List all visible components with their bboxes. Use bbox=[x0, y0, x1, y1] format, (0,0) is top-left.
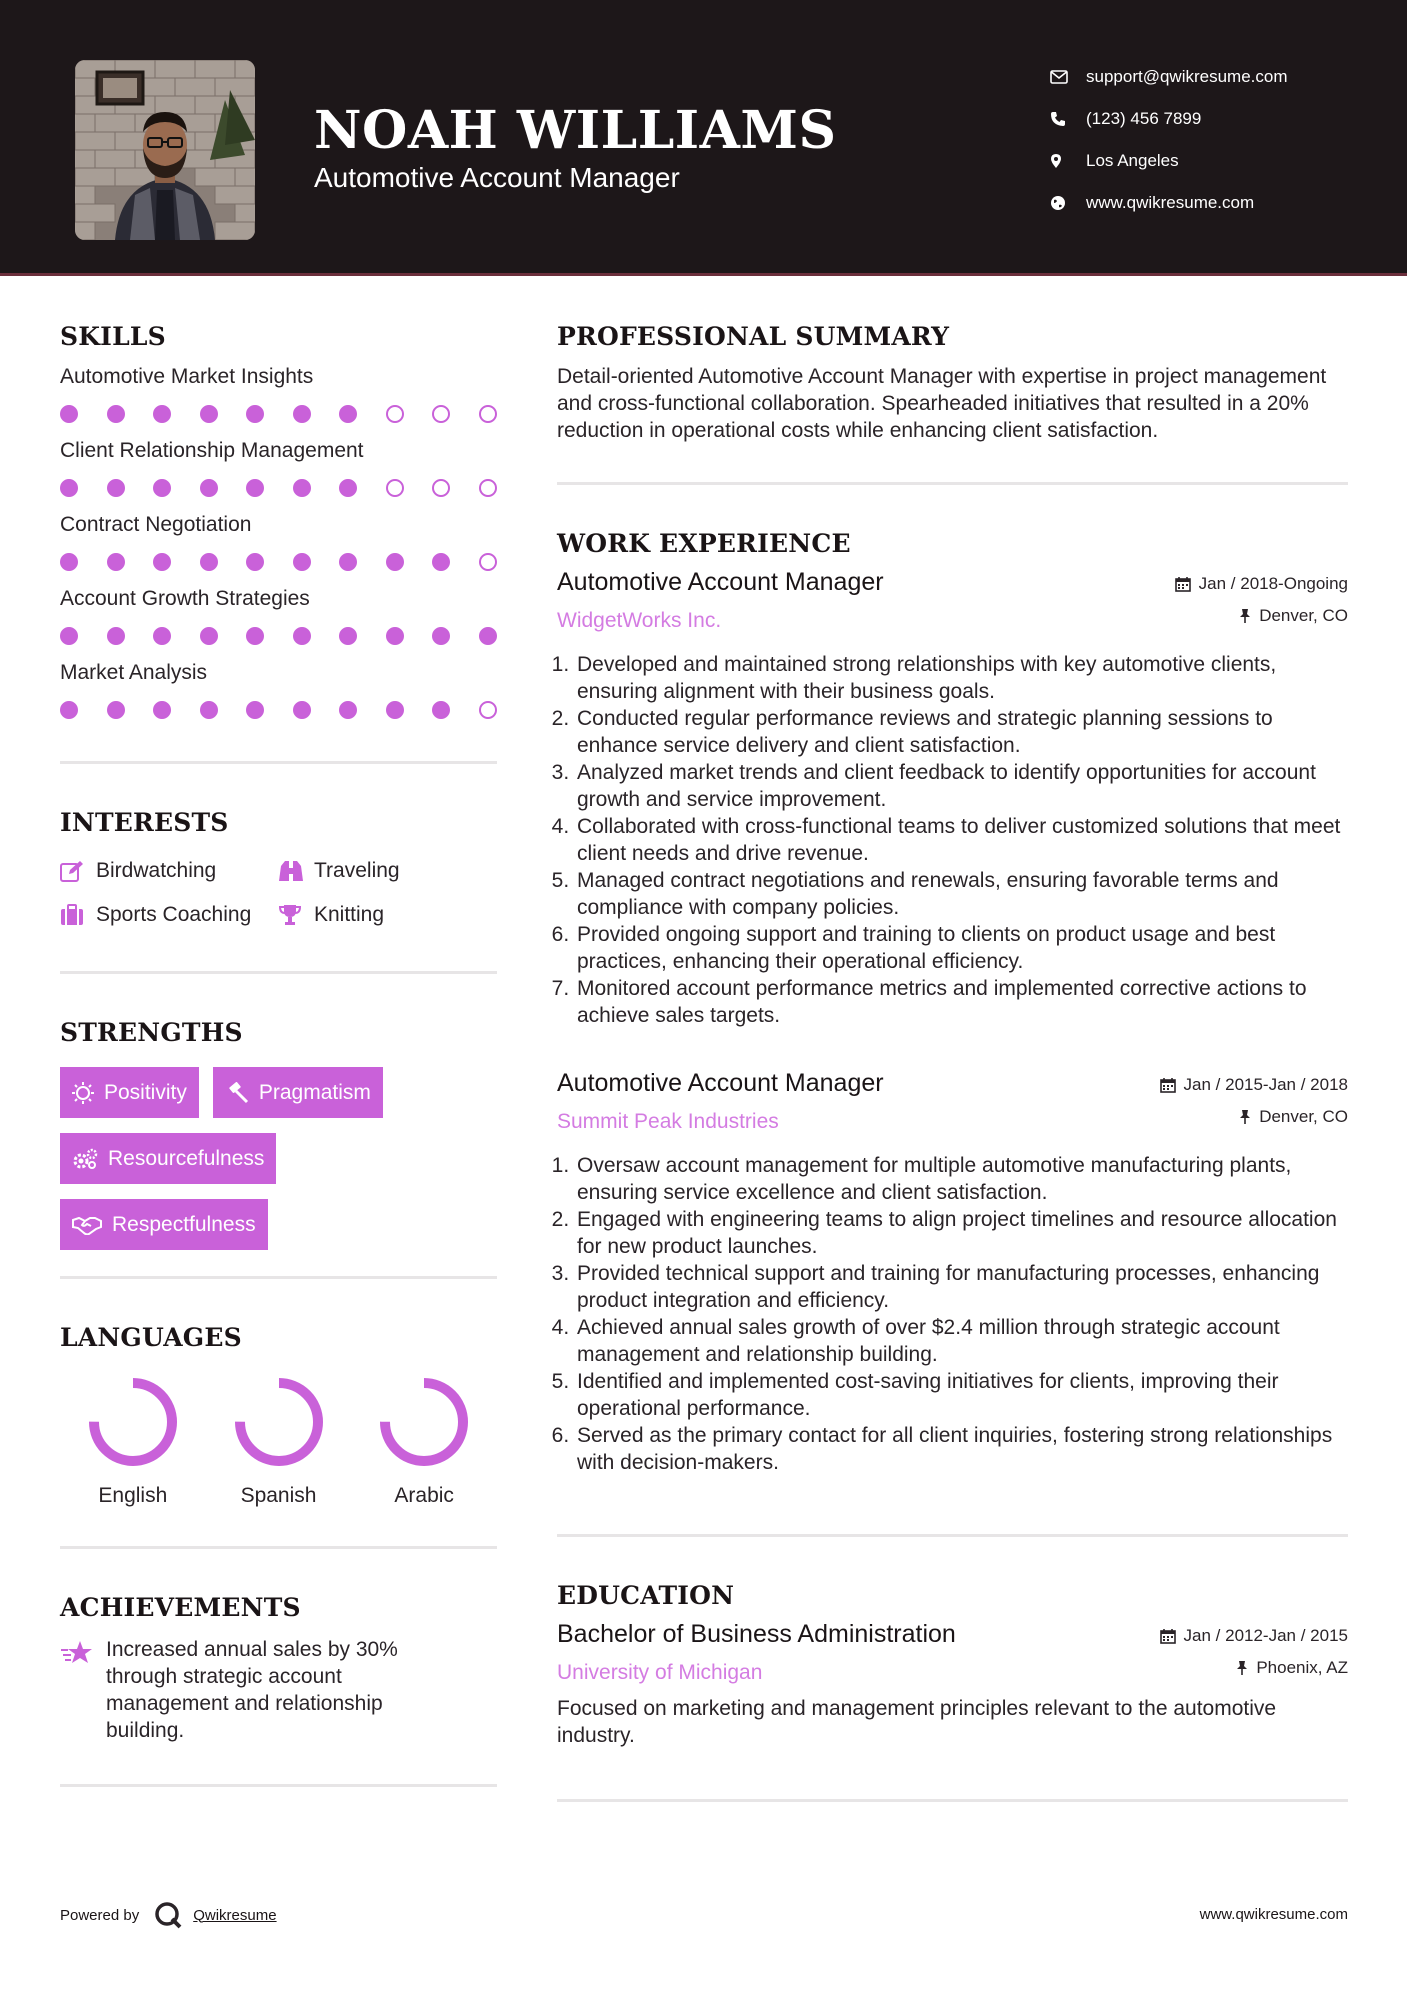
strengths-title: STRENGTHS bbox=[60, 1018, 243, 1047]
rating-dot-filled bbox=[107, 479, 125, 497]
language-name: Arabic bbox=[394, 1484, 454, 1507]
rating-dot-filled bbox=[153, 479, 171, 497]
strength-label: Positivity bbox=[104, 1080, 187, 1104]
skill-rating bbox=[60, 403, 497, 425]
left-column bbox=[60, 322, 497, 1787]
rating-dot-filled bbox=[339, 553, 357, 571]
contact-list bbox=[1050, 56, 1288, 224]
skill-item bbox=[60, 439, 497, 499]
rating-dot-filled bbox=[107, 701, 125, 719]
star-icon bbox=[60, 1636, 106, 1744]
interests-section bbox=[60, 808, 497, 929]
section-divider bbox=[60, 1276, 497, 1279]
section-divider bbox=[60, 971, 497, 974]
interest-label: Sports Coaching bbox=[96, 903, 252, 926]
rating-dot-filled bbox=[386, 627, 404, 645]
education-degree: Bachelor of Business Administration bbox=[557, 1620, 956, 1648]
handshake-icon bbox=[72, 1215, 102, 1235]
rating-dot-filled bbox=[339, 405, 357, 423]
education-entry bbox=[557, 1620, 1348, 1749]
rating-dot-filled bbox=[153, 405, 171, 423]
rating-dot-filled bbox=[200, 405, 218, 423]
strength-tag bbox=[60, 1067, 199, 1118]
job-company: Summit Peak Industries bbox=[557, 1110, 779, 1133]
job-bullet: 2. Conducted regular performance reviews and strategic planning sessions to enhance service delivery and client satisfaction. bbox=[575, 705, 1348, 759]
section-divider bbox=[60, 761, 497, 764]
rating-dot-filled bbox=[432, 627, 450, 645]
rating-dot-filled bbox=[432, 701, 450, 719]
job-location-text: Denver, CO bbox=[1259, 606, 1348, 625]
rating-dot-filled bbox=[60, 479, 78, 497]
candidate-name: NOAH WILLIAMS bbox=[314, 100, 837, 161]
skill-name: Market Analysis bbox=[60, 661, 208, 684]
rating-dot-filled bbox=[432, 553, 450, 571]
rating-dot-filled bbox=[339, 701, 357, 719]
job-bullet: 4. Achieved annual sales growth of over $2.4 million through strategic account management and relationship building. bbox=[575, 1314, 1348, 1368]
resume-header bbox=[0, 0, 1407, 276]
achievement-text: Increased annual sales by 30% through strategic account management and relationship building. bbox=[106, 1638, 398, 1742]
section-divider bbox=[557, 1799, 1348, 1802]
job-role: Automotive Account Manager bbox=[557, 1069, 884, 1097]
skills-list bbox=[60, 365, 497, 721]
contact-location bbox=[1050, 140, 1288, 182]
skill-rating bbox=[60, 477, 497, 499]
strengths-list bbox=[60, 1067, 497, 1250]
rating-dot-filled bbox=[386, 701, 404, 719]
skills-title: SKILLS bbox=[60, 322, 166, 351]
job-location-text: Denver, CO bbox=[1259, 1107, 1348, 1126]
qwikresume-logo-icon bbox=[153, 1900, 183, 1930]
rating-dot-filled bbox=[107, 553, 125, 571]
interest-label: Knitting bbox=[314, 903, 385, 926]
job-company: WidgetWorks Inc. bbox=[557, 609, 722, 632]
experience-title: WORK EXPERIENCE bbox=[557, 529, 851, 558]
footer-url[interactable]: www.qwikresume.com bbox=[1199, 1906, 1348, 1923]
contact-phone-text: (123) 456 7899 bbox=[1086, 109, 1202, 128]
job-bullets bbox=[557, 651, 1348, 1029]
rating-dot-filled bbox=[293, 701, 311, 719]
calendar-icon bbox=[1160, 1077, 1176, 1093]
rating-dot-filled bbox=[246, 553, 264, 571]
language-level-ring bbox=[231, 1374, 327, 1470]
rating-dot-filled bbox=[339, 627, 357, 645]
job-role: Automotive Account Manager bbox=[557, 568, 884, 596]
interests-list bbox=[60, 857, 497, 929]
languages-list bbox=[60, 1374, 497, 1508]
gears-icon bbox=[72, 1148, 98, 1170]
job-bullet: 6. Served as the primary contact for all client inquiries, fostering strong relationships with decision-makers. bbox=[575, 1422, 1348, 1476]
rating-dot-empty bbox=[479, 553, 497, 571]
qwikresume-link[interactable]: Qwikresume bbox=[193, 1906, 277, 1924]
rating-dot-filled bbox=[200, 627, 218, 645]
briefcase-icon bbox=[60, 903, 96, 927]
rating-dot-filled bbox=[200, 701, 218, 719]
summary-section bbox=[557, 322, 1348, 444]
job-bullet: 5. Identified and implemented cost-saving initiatives for clients, improving their operational performance. bbox=[575, 1368, 1348, 1422]
rating-dot-filled bbox=[293, 553, 311, 571]
rating-dot-filled bbox=[200, 553, 218, 571]
job-bullet: 1. Developed and maintained strong relationships with key automotive clients, ensuring alignment with their business goals. bbox=[575, 651, 1348, 705]
language-level-ring bbox=[376, 1374, 472, 1470]
languages-section bbox=[60, 1323, 497, 1508]
language-level-ring bbox=[85, 1374, 181, 1470]
job-location bbox=[1160, 1101, 1348, 1133]
achievements-title: ACHIEVEMENTS bbox=[60, 1593, 301, 1622]
rating-dot-empty bbox=[432, 405, 450, 423]
education-title: EDUCATION bbox=[557, 1581, 735, 1610]
education-dates-text: Jan / 2012-Jan / 2015 bbox=[1183, 1626, 1348, 1645]
section-divider bbox=[60, 1784, 497, 1787]
rating-dot-filled bbox=[246, 701, 264, 719]
pushpin-icon bbox=[1239, 608, 1251, 624]
language-item bbox=[206, 1374, 352, 1508]
interest-item bbox=[278, 857, 498, 885]
interest-item bbox=[60, 857, 278, 885]
envelope-icon bbox=[1050, 67, 1086, 87]
powered-by-text: Powered by bbox=[60, 1906, 140, 1924]
skill-item bbox=[60, 365, 497, 425]
skill-item bbox=[60, 513, 497, 573]
rating-dot-filled bbox=[200, 479, 218, 497]
skill-item bbox=[60, 587, 497, 647]
pushpin-icon bbox=[1236, 1660, 1248, 1676]
interest-label: Traveling bbox=[314, 859, 400, 882]
rating-dot-filled bbox=[246, 405, 264, 423]
profile-photo bbox=[75, 60, 255, 240]
footer-powered-by bbox=[60, 1900, 277, 1930]
map-pin-icon bbox=[1050, 151, 1086, 171]
education-school: University of Michigan bbox=[557, 1661, 763, 1684]
job-bullet: 3. Provided technical support and training for manufacturing processes, enhancing product integration and efficiency. bbox=[575, 1260, 1348, 1314]
skills-section bbox=[60, 322, 497, 721]
job-entry bbox=[557, 1069, 1348, 1476]
achievements-section bbox=[60, 1593, 497, 1744]
strength-label: Pragmatism bbox=[258, 1080, 371, 1104]
summary-text: Detail-oriented Automotive Account Manager with expertise in project management and cross-functional collaboration. Spearheaded initiatives that resulted in a 20% reduction in operational costs while enhancing client satisfaction. bbox=[557, 365, 1327, 442]
language-name: Spanish bbox=[240, 1484, 317, 1507]
strengths-section bbox=[60, 1018, 497, 1250]
rating-dot-filled bbox=[107, 627, 125, 645]
job-bullet: 5. Managed contract negotiations and renewals, ensuring favorable terms and compliance with company policies. bbox=[575, 867, 1348, 921]
job-dates bbox=[1175, 568, 1348, 600]
job-location bbox=[1175, 600, 1348, 632]
trophy-icon bbox=[278, 903, 314, 927]
pushpin-icon bbox=[1239, 1109, 1251, 1125]
job-dates-text: Jan / 2018-Ongoing bbox=[1198, 574, 1348, 593]
rating-dot-filled bbox=[60, 627, 78, 645]
skill-name: Account Growth Strategies bbox=[60, 587, 310, 610]
education-location-text: Phoenix, AZ bbox=[1256, 1658, 1348, 1677]
rating-dot-filled bbox=[293, 479, 311, 497]
language-item bbox=[60, 1374, 206, 1508]
rating-dot-filled bbox=[246, 627, 264, 645]
education-location bbox=[1160, 1652, 1348, 1684]
education-dates bbox=[1160, 1620, 1348, 1652]
interests-title: INTERESTS bbox=[60, 808, 229, 837]
skill-name: Client Relationship Management bbox=[60, 439, 364, 462]
rating-dot-filled bbox=[246, 479, 264, 497]
rating-dot-filled bbox=[293, 405, 311, 423]
job-bullet: 1. Oversaw account management for multiple automotive manufacturing plants, ensuring service excellence and client satisfaction. bbox=[575, 1152, 1348, 1206]
strength-tag bbox=[60, 1199, 268, 1250]
job-bullet: 6. Provided ongoing support and training to clients on product usage and best practices, enhancing their operational efficiency. bbox=[575, 921, 1348, 975]
interest-item bbox=[60, 901, 278, 929]
binoculars-icon bbox=[278, 859, 314, 883]
skill-item bbox=[60, 661, 497, 721]
calendar-icon bbox=[1160, 1628, 1176, 1644]
job-bullet: 7. Monitored account performance metrics and implemented corrective actions to achieve sales targets. bbox=[575, 975, 1348, 1029]
job-bullet: 4. Collaborated with cross-functional teams to deliver customized solutions that meet client needs and drive revenue. bbox=[575, 813, 1348, 867]
job-bullets bbox=[557, 1152, 1348, 1476]
strength-tag bbox=[213, 1067, 383, 1118]
strength-label: Resourcefulness bbox=[108, 1146, 265, 1170]
skill-name: Contract Negotiation bbox=[60, 513, 252, 536]
rating-dot-empty bbox=[386, 405, 404, 423]
rating-dot-empty bbox=[479, 701, 497, 719]
rating-dot-filled bbox=[153, 627, 171, 645]
interest-item bbox=[278, 901, 498, 929]
rating-dot-filled bbox=[293, 627, 311, 645]
section-divider bbox=[60, 1546, 497, 1549]
rating-dot-filled bbox=[60, 701, 78, 719]
strength-label: Respectfulness bbox=[112, 1212, 256, 1236]
job-bullet: 3. Analyzed market trends and client feedback to identify opportunities for account growth and service improvement. bbox=[575, 759, 1348, 813]
rating-dot-filled bbox=[339, 479, 357, 497]
globe-icon bbox=[1050, 193, 1086, 213]
candidate-title: Automotive Account Manager bbox=[314, 162, 680, 193]
education-description: Focused on marketing and management principles relevant to the automotive industry. bbox=[557, 1697, 1277, 1747]
education-section bbox=[557, 1581, 1348, 1749]
language-item bbox=[351, 1374, 497, 1508]
rating-dot-empty bbox=[432, 479, 450, 497]
summary-title: PROFESSIONAL SUMMARY bbox=[557, 322, 950, 351]
rating-dot-empty bbox=[479, 405, 497, 423]
strength-tag bbox=[60, 1133, 276, 1184]
job-dates-text: Jan / 2015-Jan / 2018 bbox=[1183, 1075, 1348, 1094]
language-name: English bbox=[98, 1484, 168, 1507]
contact-phone[interactable] bbox=[1050, 98, 1288, 140]
section-divider bbox=[557, 1534, 1348, 1537]
rating-dot-filled bbox=[153, 553, 171, 571]
sun-icon bbox=[72, 1082, 94, 1104]
rating-dot-empty bbox=[479, 479, 497, 497]
job-entry bbox=[557, 568, 1348, 1029]
section-divider bbox=[557, 482, 1348, 485]
languages-title: LANGUAGES bbox=[60, 1323, 242, 1352]
job-bullet: 2. Engaged with engineering teams to align project timelines and resource allocation for new product launches. bbox=[575, 1206, 1348, 1260]
skill-rating bbox=[60, 625, 497, 647]
edit-icon bbox=[60, 859, 96, 883]
experience-section bbox=[557, 529, 1348, 1476]
phone-icon bbox=[1050, 109, 1086, 129]
contact-email-text: support@qwikresume.com bbox=[1086, 67, 1288, 86]
contact-website-text: www.qwikresume.com bbox=[1086, 193, 1255, 212]
skill-rating bbox=[60, 551, 497, 573]
skill-name: Automotive Market Insights bbox=[60, 365, 314, 388]
rating-dot-filled bbox=[60, 553, 78, 571]
achievement-item bbox=[60, 1636, 497, 1744]
rating-dot-filled bbox=[386, 553, 404, 571]
job-dates bbox=[1160, 1069, 1348, 1101]
rating-dot-filled bbox=[107, 405, 125, 423]
rating-dot-empty bbox=[386, 479, 404, 497]
right-column bbox=[557, 322, 1348, 1802]
calendar-icon bbox=[1175, 576, 1191, 592]
contact-email[interactable] bbox=[1050, 56, 1288, 98]
contact-location-text: Los Angeles bbox=[1086, 151, 1179, 170]
skill-rating bbox=[60, 699, 497, 721]
gavel-icon bbox=[225, 1082, 249, 1104]
rating-dot-filled bbox=[153, 701, 171, 719]
rating-dot-filled bbox=[479, 627, 497, 645]
contact-website[interactable] bbox=[1050, 182, 1288, 224]
interest-label: Birdwatching bbox=[96, 859, 217, 882]
rating-dot-filled bbox=[60, 405, 78, 423]
